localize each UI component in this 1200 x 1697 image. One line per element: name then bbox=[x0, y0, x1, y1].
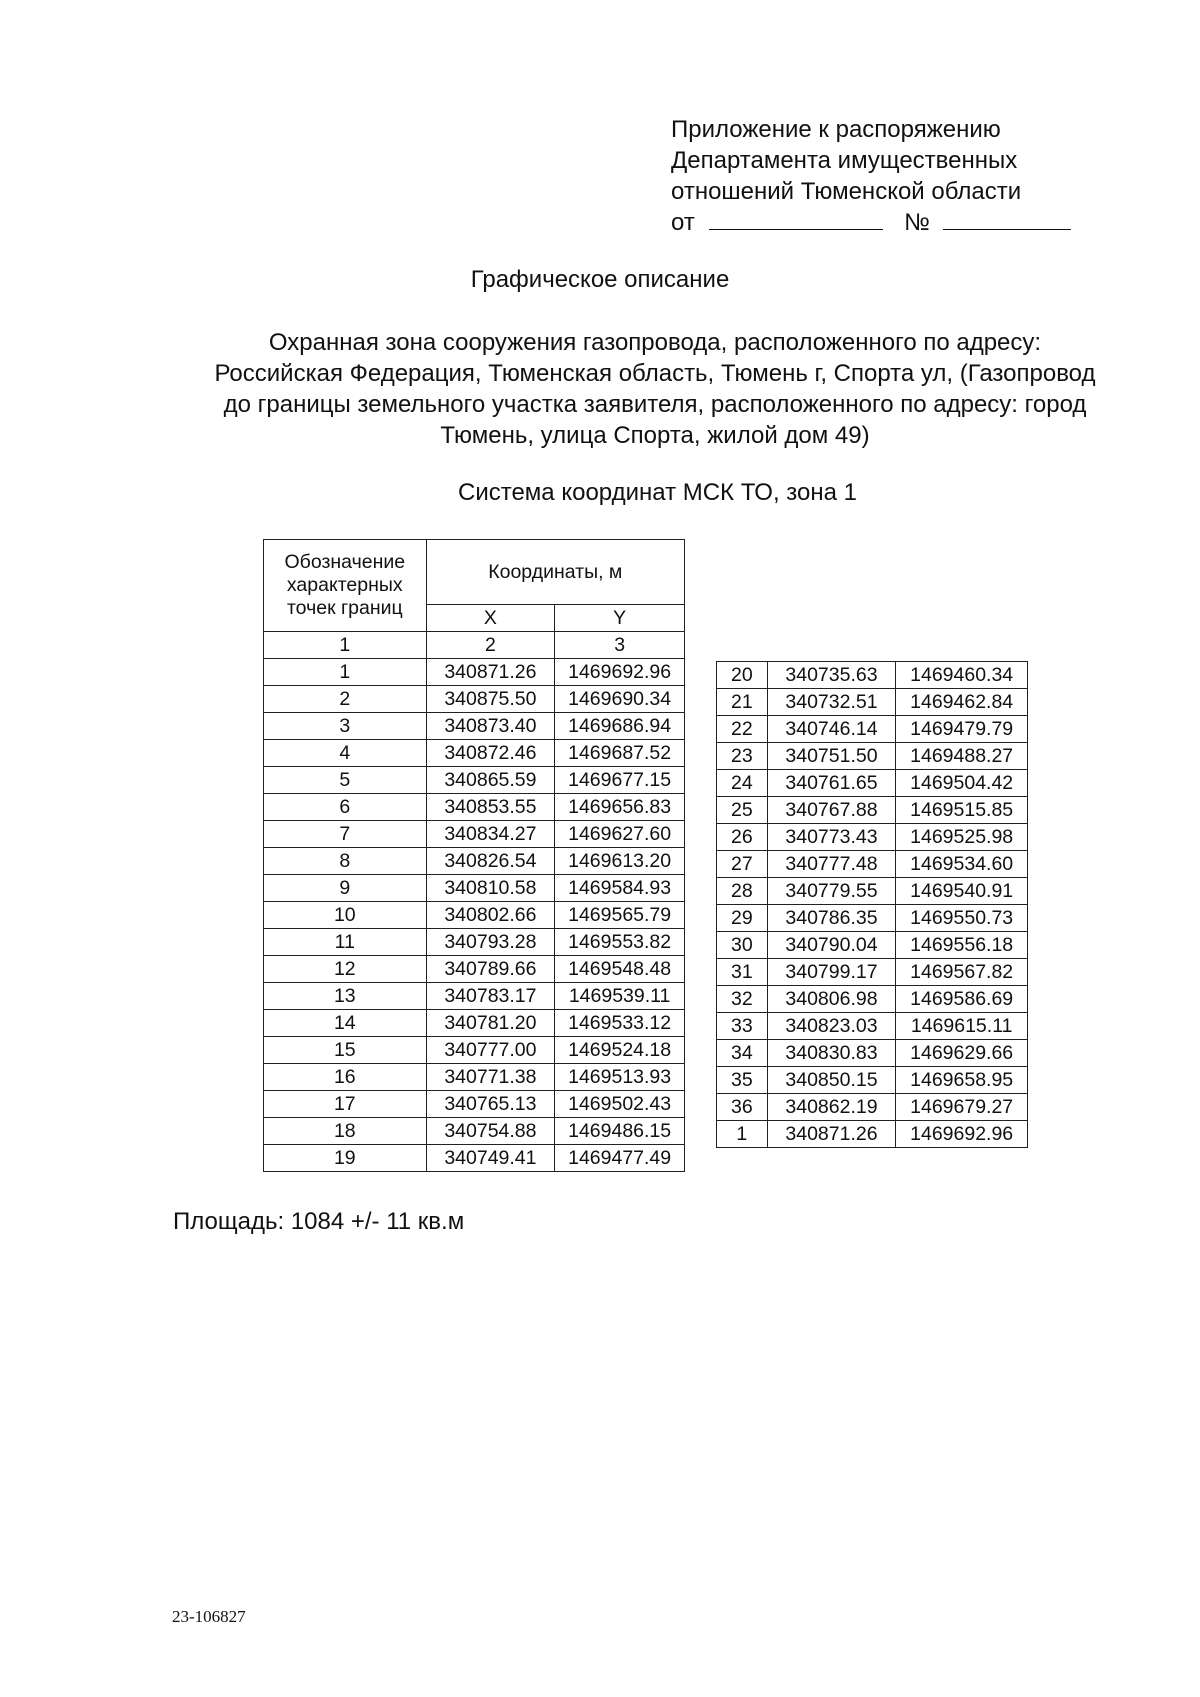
x-coordinate-cell: 340806.98 bbox=[767, 986, 896, 1013]
table-row bbox=[717, 824, 1028, 851]
table-row bbox=[717, 959, 1028, 986]
y-coordinate-cell: 1469677.15 bbox=[555, 767, 685, 794]
x-coordinate-cell: 340765.13 bbox=[426, 1091, 555, 1118]
y-coordinate-cell: 1469553.82 bbox=[555, 929, 685, 956]
x-coordinate-cell: 340862.19 bbox=[767, 1094, 896, 1121]
x-coordinate-cell: 340779.55 bbox=[767, 878, 896, 905]
object-description-line-3: до границы земельного участка заявителя, расположенного по адресу: город bbox=[223, 391, 1087, 418]
x-coordinate-cell: 340871.26 bbox=[426, 659, 555, 686]
y-coordinate-cell: 1469525.98 bbox=[896, 824, 1028, 851]
y-coordinate-cell: 1469690.34 bbox=[555, 686, 685, 713]
column-number-2: 2 bbox=[426, 632, 555, 659]
header-point-line-1: Обозначение bbox=[284, 551, 406, 573]
y-coordinate-cell: 1469629.66 bbox=[896, 1040, 1028, 1067]
x-coordinate-cell: 340790.04 bbox=[767, 932, 896, 959]
x-coordinate-cell: 340749.41 bbox=[426, 1145, 555, 1172]
point-number-cell: 15 bbox=[264, 1037, 427, 1064]
y-coordinate-cell: 1469460.34 bbox=[896, 662, 1028, 689]
x-coordinate-cell: 340871.26 bbox=[767, 1121, 896, 1148]
x-coordinate-cell: 340783.17 bbox=[426, 983, 555, 1010]
point-number-cell: 36 bbox=[717, 1094, 768, 1121]
x-coordinate-cell: 340799.17 bbox=[767, 959, 896, 986]
table-row bbox=[264, 875, 685, 902]
x-coordinate-cell: 340872.46 bbox=[426, 740, 555, 767]
table-row bbox=[717, 662, 1028, 689]
table-row bbox=[264, 1010, 685, 1037]
point-number-cell: 23 bbox=[717, 743, 768, 770]
table-row bbox=[717, 905, 1028, 932]
point-number-cell: 20 bbox=[717, 662, 768, 689]
point-number-cell: 32 bbox=[717, 986, 768, 1013]
table-row bbox=[264, 713, 685, 740]
x-coordinate-cell: 340875.50 bbox=[426, 686, 555, 713]
x-coordinate-cell: 340826.54 bbox=[426, 848, 555, 875]
coordinate-system: Система координат МСК ТО, зона 1 bbox=[458, 479, 857, 506]
appendix-line-2: Департамента имущественных bbox=[671, 147, 1018, 174]
y-coordinate-cell: 1469539.11 bbox=[555, 983, 685, 1010]
x-coordinate-cell: 340850.15 bbox=[767, 1067, 896, 1094]
table-row bbox=[717, 1013, 1028, 1040]
appendix-line-1: Приложение к распоряжению bbox=[671, 116, 1001, 143]
y-coordinate-cell: 1469692.96 bbox=[555, 659, 685, 686]
y-coordinate-cell: 1469504.42 bbox=[896, 770, 1028, 797]
table-row bbox=[717, 770, 1028, 797]
point-number-cell: 33 bbox=[717, 1013, 768, 1040]
table-row bbox=[264, 1037, 685, 1064]
point-number-cell: 14 bbox=[264, 1010, 427, 1037]
header-x: X bbox=[426, 605, 555, 632]
point-number-cell: 12 bbox=[264, 956, 427, 983]
table-row bbox=[717, 1121, 1028, 1148]
table-row bbox=[264, 1145, 685, 1172]
x-coordinate-cell: 340761.65 bbox=[767, 770, 896, 797]
header-coordinates: Координаты, м bbox=[426, 540, 684, 605]
number-blank bbox=[943, 207, 1071, 230]
table-row bbox=[717, 851, 1028, 878]
y-coordinate-cell: 1469656.83 bbox=[555, 794, 685, 821]
appendix-date-number-line bbox=[671, 207, 1071, 238]
header-point-designation bbox=[264, 540, 427, 632]
table-row bbox=[717, 1094, 1028, 1121]
y-coordinate-cell: 1469556.18 bbox=[896, 932, 1028, 959]
point-number-cell: 7 bbox=[264, 821, 427, 848]
point-number-cell: 31 bbox=[717, 959, 768, 986]
appendix-line-3: отношений Тюменской области bbox=[671, 178, 1022, 205]
point-number-cell: 30 bbox=[717, 932, 768, 959]
x-coordinate-cell: 340773.43 bbox=[767, 824, 896, 851]
y-coordinate-cell: 1469686.94 bbox=[555, 713, 685, 740]
y-coordinate-cell: 1469486.15 bbox=[555, 1118, 685, 1145]
table-row bbox=[264, 1091, 685, 1118]
y-coordinate-cell: 1469533.12 bbox=[555, 1010, 685, 1037]
table-row bbox=[264, 929, 685, 956]
point-number-cell: 8 bbox=[264, 848, 427, 875]
point-number-cell: 19 bbox=[264, 1145, 427, 1172]
y-coordinate-cell: 1469502.43 bbox=[555, 1091, 685, 1118]
y-coordinate-cell: 1469548.48 bbox=[555, 956, 685, 983]
point-number-cell: 22 bbox=[717, 716, 768, 743]
appendix-heading bbox=[671, 114, 1071, 238]
y-coordinate-cell: 1469586.69 bbox=[896, 986, 1028, 1013]
x-coordinate-cell: 340781.20 bbox=[426, 1010, 555, 1037]
y-coordinate-cell: 1469524.18 bbox=[555, 1037, 685, 1064]
x-coordinate-cell: 340823.03 bbox=[767, 1013, 896, 1040]
x-coordinate-cell: 340732.51 bbox=[767, 689, 896, 716]
x-coordinate-cell: 340802.66 bbox=[426, 902, 555, 929]
x-coordinate-cell: 340786.35 bbox=[767, 905, 896, 932]
header-y: Y bbox=[555, 605, 685, 632]
point-number-cell: 1 bbox=[264, 659, 427, 686]
x-coordinate-cell: 340751.50 bbox=[767, 743, 896, 770]
point-number-cell: 21 bbox=[717, 689, 768, 716]
y-coordinate-cell: 1469567.82 bbox=[896, 959, 1028, 986]
x-coordinate-cell: 340777.00 bbox=[426, 1037, 555, 1064]
table-row bbox=[264, 1064, 685, 1091]
point-number-cell: 5 bbox=[264, 767, 427, 794]
x-coordinate-cell: 340789.66 bbox=[426, 956, 555, 983]
table-row bbox=[264, 740, 685, 767]
point-number-cell: 1 bbox=[717, 1121, 768, 1148]
point-number-cell: 34 bbox=[717, 1040, 768, 1067]
table-row bbox=[717, 1040, 1028, 1067]
y-coordinate-cell: 1469534.60 bbox=[896, 851, 1028, 878]
y-coordinate-cell: 1469692.96 bbox=[896, 1121, 1028, 1148]
y-coordinate-cell: 1469584.93 bbox=[555, 875, 685, 902]
point-number-cell: 6 bbox=[264, 794, 427, 821]
table-row bbox=[717, 878, 1028, 905]
table-row bbox=[717, 932, 1028, 959]
document-title: Графическое описание bbox=[470, 266, 730, 293]
header-point-line-2: характерных bbox=[286, 574, 403, 596]
coordinates-table-left bbox=[263, 539, 685, 1172]
table-row bbox=[264, 902, 685, 929]
area-value: Площадь: 1084 +/- 11 кв.м bbox=[173, 1208, 465, 1235]
table-row bbox=[264, 1118, 685, 1145]
x-coordinate-cell: 340771.38 bbox=[426, 1064, 555, 1091]
table-row bbox=[264, 767, 685, 794]
from-label: от bbox=[671, 209, 695, 236]
column-number-1: 1 bbox=[264, 632, 427, 659]
x-coordinate-cell: 340777.48 bbox=[767, 851, 896, 878]
table-row bbox=[717, 689, 1028, 716]
point-number-cell: 25 bbox=[717, 797, 768, 824]
table-row bbox=[264, 848, 685, 875]
y-coordinate-cell: 1469565.79 bbox=[555, 902, 685, 929]
x-coordinate-cell: 340767.88 bbox=[767, 797, 896, 824]
header-point-line-3: точек границ bbox=[286, 597, 403, 619]
y-coordinate-cell: 1469477.49 bbox=[555, 1145, 685, 1172]
point-number-cell: 2 bbox=[264, 686, 427, 713]
table-row bbox=[264, 659, 685, 686]
table-row bbox=[717, 1067, 1028, 1094]
table-row bbox=[264, 794, 685, 821]
point-number-cell: 28 bbox=[717, 878, 768, 905]
x-coordinate-cell: 340810.58 bbox=[426, 875, 555, 902]
number-label: № bbox=[904, 209, 930, 236]
y-coordinate-cell: 1469613.20 bbox=[555, 848, 685, 875]
coordinates-table-right bbox=[716, 661, 1028, 1148]
date-blank bbox=[709, 207, 883, 230]
y-coordinate-cell: 1469540.91 bbox=[896, 878, 1028, 905]
table-row bbox=[264, 983, 685, 1010]
y-coordinate-cell: 1469658.95 bbox=[896, 1067, 1028, 1094]
table-row bbox=[717, 743, 1028, 770]
point-number-cell: 35 bbox=[717, 1067, 768, 1094]
y-coordinate-cell: 1469615.11 bbox=[896, 1013, 1028, 1040]
object-description-line-1: Охранная зона сооружения газопровода, расположенного по адресу: bbox=[268, 329, 1042, 356]
point-number-cell: 9 bbox=[264, 875, 427, 902]
column-number-3: 3 bbox=[555, 632, 685, 659]
table-header-row bbox=[264, 540, 685, 605]
point-number-cell: 26 bbox=[717, 824, 768, 851]
point-number-cell: 24 bbox=[717, 770, 768, 797]
y-coordinate-cell: 1469515.85 bbox=[896, 797, 1028, 824]
point-number-cell: 18 bbox=[264, 1118, 427, 1145]
x-coordinate-cell: 340865.59 bbox=[426, 767, 555, 794]
table-row bbox=[264, 956, 685, 983]
x-coordinate-cell: 340830.83 bbox=[767, 1040, 896, 1067]
y-coordinate-cell: 1469687.52 bbox=[555, 740, 685, 767]
x-coordinate-cell: 340793.28 bbox=[426, 929, 555, 956]
point-number-cell: 3 bbox=[264, 713, 427, 740]
point-number-cell: 27 bbox=[717, 851, 768, 878]
point-number-cell: 16 bbox=[264, 1064, 427, 1091]
table-row bbox=[717, 797, 1028, 824]
x-coordinate-cell: 340873.40 bbox=[426, 713, 555, 740]
table-row bbox=[717, 716, 1028, 743]
y-coordinate-cell: 1469550.73 bbox=[896, 905, 1028, 932]
object-description bbox=[160, 327, 1150, 451]
y-coordinate-cell: 1469513.93 bbox=[555, 1064, 685, 1091]
object-description-line-2: Российская Федерация, Тюменская область, Тюмень г, Спорта ул, (Газопровод bbox=[214, 360, 1096, 387]
point-number-cell: 10 bbox=[264, 902, 427, 929]
table-row bbox=[264, 686, 685, 713]
x-coordinate-cell: 340754.88 bbox=[426, 1118, 555, 1145]
document-number: 23-106827 bbox=[172, 1607, 246, 1626]
y-coordinate-cell: 1469479.79 bbox=[896, 716, 1028, 743]
table-row bbox=[717, 986, 1028, 1013]
table-column-number-row bbox=[264, 632, 685, 659]
y-coordinate-cell: 1469679.27 bbox=[896, 1094, 1028, 1121]
point-number-cell: 17 bbox=[264, 1091, 427, 1118]
y-coordinate-cell: 1469462.84 bbox=[896, 689, 1028, 716]
object-description-line-4: Тюмень, улица Спорта, жилой дом 49) bbox=[440, 422, 870, 449]
point-number-cell: 13 bbox=[264, 983, 427, 1010]
y-coordinate-cell: 1469627.60 bbox=[555, 821, 685, 848]
point-number-cell: 29 bbox=[717, 905, 768, 932]
table-row bbox=[264, 821, 685, 848]
point-number-cell: 4 bbox=[264, 740, 427, 767]
x-coordinate-cell: 340735.63 bbox=[767, 662, 896, 689]
x-coordinate-cell: 340853.55 bbox=[426, 794, 555, 821]
x-coordinate-cell: 340834.27 bbox=[426, 821, 555, 848]
y-coordinate-cell: 1469488.27 bbox=[896, 743, 1028, 770]
point-number-cell: 11 bbox=[264, 929, 427, 956]
x-coordinate-cell: 340746.14 bbox=[767, 716, 896, 743]
